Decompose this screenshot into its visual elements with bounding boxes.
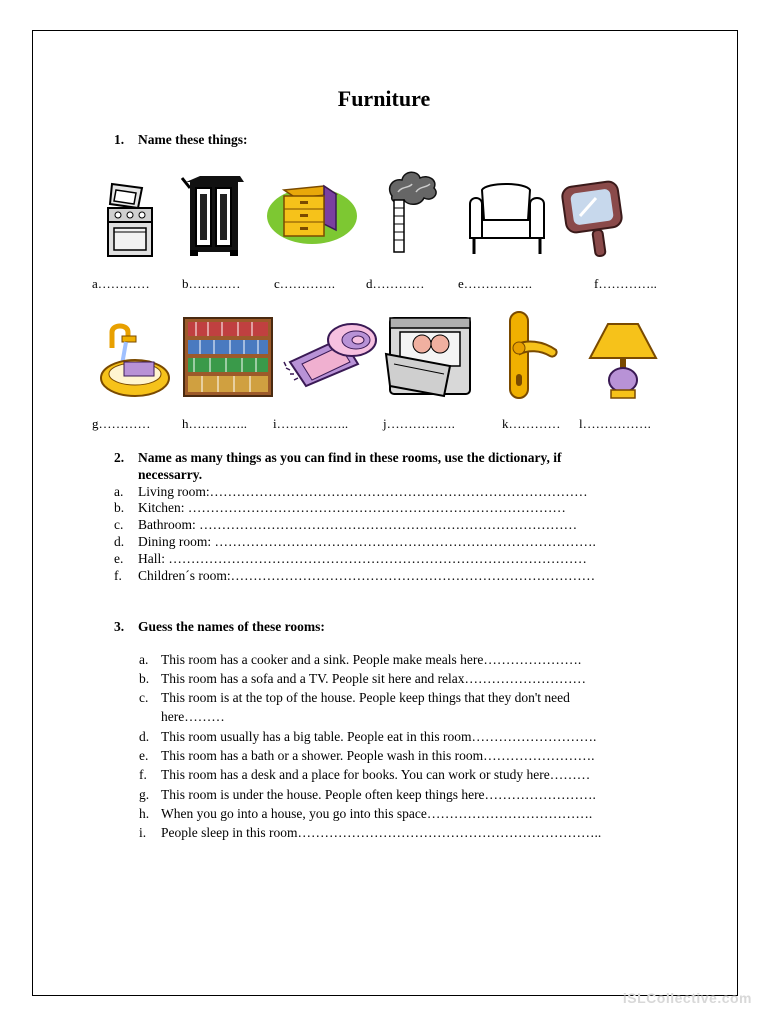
section3-title: Guess the names of these rooms: [138,619,325,634]
section2-heading [114,450,562,466]
cooker-icon [104,180,156,260]
section1-number: 1. [114,132,125,147]
chimney-icon [382,166,440,258]
lamp-icon [586,318,660,402]
wardrobe-icon [180,174,250,258]
label-k: k………… [502,416,561,431]
page-title: Furniture [337,86,431,111]
label-a: a………… [92,276,150,291]
section3-heading [114,619,325,635]
washbasin-icon [98,320,172,400]
label-j: j……………. [383,416,455,431]
bookcase-icon [182,316,274,398]
dishwasher-icon [382,314,478,400]
door-handle-icon [496,310,560,402]
label-h: h………….. [182,416,247,431]
section3-number: 3. [114,619,125,634]
section2-heading-cont: necessarry. [138,467,203,482]
watermark: iSLCollective.com [622,990,752,1006]
rug-icon [282,318,380,390]
section1-title: Name these things: [138,132,248,147]
label-l: l……………. [579,416,651,431]
label-g: g………… [92,416,151,431]
section2-number: 2. [114,450,125,465]
label-c: c…………. [274,276,336,291]
chest-of-drawers-icon [266,180,358,246]
section1-heading [114,132,248,148]
label-d: d………… [366,276,425,291]
label-e: e……………. [458,276,533,291]
label-i: i…………….. [273,416,349,431]
label-f: f………….. [594,276,657,291]
section2-title: Name as many things as you can find in these rooms, use the dictionary, if [138,450,562,465]
armchair-icon [466,180,548,258]
mirror-icon [560,178,626,260]
label-b: b………… [182,276,241,291]
